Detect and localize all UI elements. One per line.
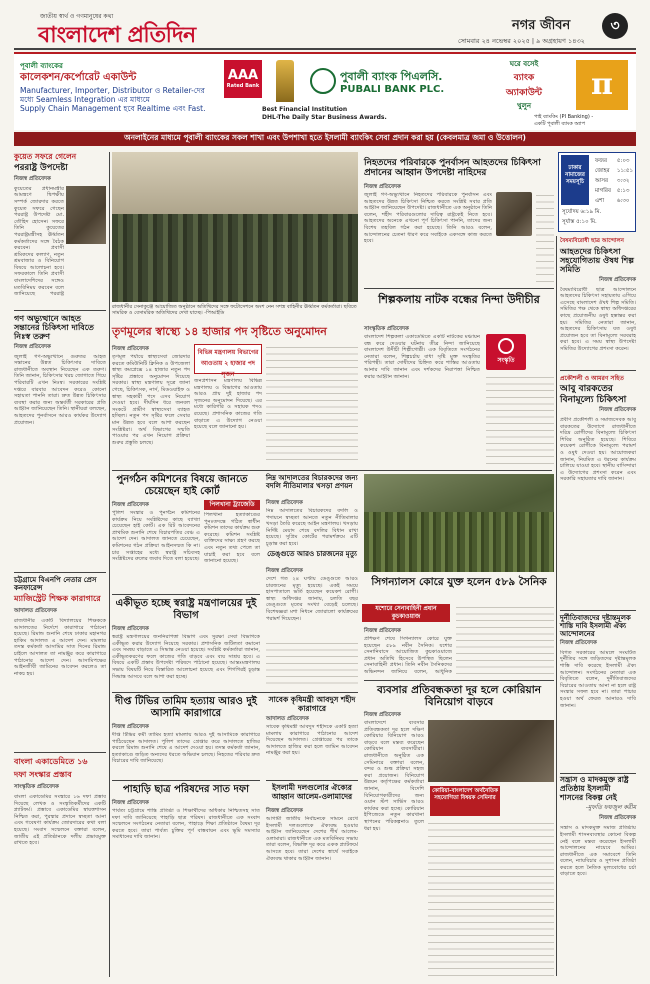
prayer-row — [593, 168, 635, 176]
promo-line-4: খুলুন — [517, 102, 531, 110]
prayer-title: ঢাকার নামাজের সময়সূচি — [561, 155, 589, 205]
sunset-time: সূর্যাস্ত ৫:১০ মি. — [562, 219, 597, 225]
promo-block — [480, 58, 568, 118]
award-line-2: DHL-The Daily Star Business Awards. — [262, 114, 387, 121]
prayer-name: ফজর — [595, 158, 607, 164]
prayer-time: ১১:৫১ — [616, 168, 634, 174]
page-number: ৩ — [602, 13, 628, 39]
ad-line-2: মধ্যে Seamless Integration এর মাধ্যমে — [20, 95, 150, 104]
nimno-text: নিম্ন আদালতের বিচারকদের বদলি ও পদায়নে স্বচ্ছতা আনতে নতুন নীতিমালার খসড়া তৈরি করেছে আইন মন্ত্রণালয়। খসড়ায় নির্দিষ্ট মেয়াদ শেষে বদলির বিধান রাখা হয়েছে। সুপ্রিম কোর্টের পরামর্শক্রমে এটি চূড়ান্ত করা হবে। — [266, 508, 358, 547]
ashraf-kicker: বৈষম্যবিরোধী ছাত্র আন্দোলন — [560, 238, 624, 244]
islami-headline: ইসলামী দলগুলোর ঐক্যের আহ্বান আলেম-ওলামাদের — [271, 783, 353, 801]
dudok-text: বিগত সরকারের আমলে সংঘটিত দুর্নীতির সঙ্গে জড়িতদের দৃষ্টান্তমূলক শাস্তি দাবি করেছে ইসলামী ঐক্য আন্দোলন। সংগঠনের নেতারা এক বিবৃতিতে বলেন, দুর্নীতিবাজদের বিচারের আওতায় আনা না হলে রাষ্ট্র সংস্কার সফল হবে না। তারা পাচার হওয়া অর্থ ফেরত আনারও দাবি জানান। — [560, 649, 636, 709]
prayer-name: মাগরিব — [595, 188, 611, 194]
ad-line-1: Manufacturer, Importer, Distributor ও Retailer-দের — [20, 86, 205, 95]
dudok-headline: শাস্তি দাবি ইসলামী ঐক্য আন্দোলনের — [560, 620, 627, 638]
promo-line-3: অ্যাকাউন্ট — [505, 88, 542, 98]
divider — [266, 780, 358, 781]
pahari-byline: নিজস্ব প্রতিবেদক — [112, 800, 149, 806]
prayer-row — [593, 158, 635, 166]
health-sidebar — [194, 344, 262, 378]
nihoto-text: জুলাই গণ-অভ্যুত্থানে নিহতদের পরিবারকে পুনর্বাসন এবং আহতদের উন্নত চিকিৎসা নিশ্চিত করতে সংশ্লিষ্ট সবার প্রতি আহ্বান জানিয়েছেন উপদেষ্টা। রাজধানীতে এক অনুষ্ঠানে তিনি বলেন, শহীদ পরিবারগুলোর দায়িত্ব রাষ্ট্রকেই নিতে হবে। আহতদের অনেকে এখনো পূর্ণ চিকিৎসা পাননি, তাদের জন্য বিশেষ তহবিল গঠন করা হয়েছে। তিনি আরও বলেন, আন্দোলনের চেতনা ধারণ করে সবাইকে একসঙ্গে কাজ করতে হবে। — [364, 192, 492, 245]
ctg-byline: আদালত প্রতিবেদক — [14, 608, 57, 615]
bangla-byline: সাংস্কৃতিক প্রতিবেদক — [14, 784, 59, 790]
korea-headline: ব্যবসার প্রতিবন্ধকতা দূর হলে কোরিয়ান বিনিয়োগ বাড়বে — [376, 684, 542, 709]
divider — [14, 572, 106, 573]
pilkhana-sidebar-text: পিলখানা হত্যাকাণ্ডের পুনঃতদন্তে গঠিত স্বাধীন কমিশন তাদের কার্যক্রম শুরু করেছে। কমিশন সংশ্লিষ্ট ব্যক্তিদের সাক্ষ্য গ্রহণ করছে এবং নতুন তথ্য পেলে তা যাচাই করা হবে বলে জানানো হয়েছে। — [204, 512, 260, 565]
bangla-headline: দফা সংস্কার প্রস্তাব — [14, 770, 72, 779]
korea-photo — [428, 720, 554, 782]
pahari-headline: পাহাড়ি ছাত্র পরিষদের সাত দফা — [123, 784, 249, 795]
dudok-byline: নিজস্ব প্রতিবেদক — [560, 639, 597, 646]
obit-byline: নিজস্ব প্রতিবেদক — [599, 406, 636, 413]
pubali-name-en: PUBALI BANK PLC. — [340, 84, 445, 95]
dengue-headline: ডেঙ্গুতে আরও চারজনের মৃত্যু — [267, 549, 357, 558]
natok-byline: সাংস্কৃতিক প্রতিবেদক — [364, 326, 409, 332]
lead-photo-caption: রাজধানীর সেনাকুঞ্জে আয়োজিত অনুষ্ঠানে অতিথিদের সঙ্গে ফটোসেশনে অংশ নেন সশস্ত্র বাহিনীর ঊর্ধ্বতন কর্মকর্তারা। ছবিতে সামরিক ও বেসামরিক অতিথিদের দেখা যাচ্ছে। -পিআইডি — [112, 304, 357, 317]
kuwait-byline: নিজস্ব প্রতিবেদক — [14, 175, 51, 182]
health-text-cont — [266, 344, 358, 466]
signal-text-cont — [456, 604, 554, 676]
dudok-kicker: দুর্নীতিবাজদের দৃষ্টান্তমূলক — [560, 612, 631, 622]
lead-photo — [112, 152, 358, 302]
ad-line-3: Supply Chain Management হবে Realtime এবং Fast. — [20, 104, 206, 113]
ad-top-small: পূবালী ব্যাংকের — [20, 62, 63, 70]
punorgothon-text: পুলিশ সংস্কার ও পুনর্গঠন কমিশনের কার্যক্রম নিয়ে সংশ্লিষ্টদের কাছে ব্যাখ্যা চেয়েছেন হাই কোর্ট। এক রিট আবেদনের প্রাথমিক শুনানি শেষে বিচারপতির বেঞ্চ এ আদেশ দেন। আদালত জানতে চেয়েছেন, কমিশনের গঠন প্রক্রিয়া আইনসম্মত কি না। চার সপ্তাহের মধ্যে স্বরাষ্ট্র সচিবসহ সংশ্লিষ্টদের রুলের জবাব দিতে বলা হয়েছে। — [112, 510, 200, 563]
prayer-time: ৬:৩০ — [616, 198, 630, 204]
kuwait-photo — [66, 186, 106, 244]
masthead-divider — [14, 48, 636, 50]
signal-text: প্রশিক্ষণ শেষে সিগন্যালস কোরে যুক্ত হয়েছেন ৫৮৯ নবীন সৈনিক। যশোর সেনানিবাসে আয়োজিত কুচকাওয়াজে প্রধান অতিথি হিসেবে উপস্থিত ছিলেন সেনাবাহিনী প্রধান। তিনি নবীন সৈনিকদের অভিনন্দন জানিয়ে বলেন, আধুনিক — [364, 636, 452, 675]
column-divider — [556, 236, 557, 976]
pi-logo-icon: π — [576, 60, 628, 110]
divider — [14, 310, 106, 311]
ashraf-headline: আহতদের চিকিৎসা সহযোগিতায় ঔষধ শিল্প সমিতি — [560, 246, 634, 275]
kuwait-kicker: কুয়েত সফরে গেলেন — [14, 152, 77, 161]
ctg-kicker: ম্যাজিস্ট্রেট শিক্ষক কারাগারে — [14, 594, 101, 604]
sunrise-time: সূর্যোদয় ৬:১৯ মি. — [562, 209, 602, 215]
sanskriti-logo-label: সংস্কৃতি — [497, 357, 515, 364]
quote-text: সন্ত্রাস ও মাদকমুক্ত সমাজ প্রতিষ্ঠায় ইসলামী শাসনব্যবস্থার কোনো বিকল্প নেই বলে মন্তব্য করেছেন ইসলামী আন্দোলনের নায়েবে আমির। রাজধানীতে এক সমাবেশে তিনি বলেন, ন্যায়বিচার ও সুশাসন প্রতিষ্ঠা করতে হলে নৈতিক মূল্যবোধের চর্চা বাড়াতে হবে। — [560, 825, 636, 878]
promo-line-1: ঘরে বসেই — [509, 60, 539, 68]
divider — [560, 370, 636, 371]
award-trophy-icon — [276, 60, 294, 102]
sanskriti-logo — [486, 334, 526, 370]
pubali-logo-icon — [310, 68, 336, 94]
aaa-rating-small: Rated Bank — [226, 83, 260, 89]
korea-byline: নিজস্ব প্রতিবেদক — [364, 712, 401, 718]
ekibhuto-headline: একীভূত হচ্ছে স্বরাষ্ট্র মন্ত্রণালয়ের দুই বিভাগ — [115, 598, 257, 621]
pubali-name-bn: পুবালী ব্যাংক পিএলসি. — [340, 70, 443, 83]
nihoto-portrait — [496, 192, 532, 236]
nimno-byline: নিজস্ব প্রতিবেদক — [266, 500, 303, 506]
quote-byline: নিজস্ব প্রতিবেদক — [599, 815, 636, 822]
korea-text-cont — [428, 820, 554, 980]
gonoodhikar-text: জুলাই গণ-অভ্যুত্থানে গুরুতর আহত সন্তানের উন্নত চিকিৎসার দাবিতে রাজধানীতে অবস্থান নিয়েছেন এক তরুণ। তিনি জানান, চিকিৎসার খরচ জোগাতে গিয়ে পরিবারটি এখন নিঃস্ব। সরকারের সংশ্লিষ্ট দপ্তরে বারবার আবেদন করেও কোনো সহায়তা পাননি তারা। দ্রুত উন্নত চিকিৎসার ব্যবস্থা করার জন্য অন্তর্বর্তী সরকারের প্রতি আহ্বান জানিয়েছেন তিনি। স্থানীয়রা বলছেন, আহতদের পুনর্বাসনে আরও কার্যকর উদ্যোগ প্রয়োজন। — [14, 353, 106, 426]
promo-line-2: ব্যাংক — [513, 73, 535, 83]
column-left — [14, 152, 106, 982]
sabek-byline: আদালত প্রতিবেদক — [266, 716, 309, 722]
natok-headline: শিল্পকলায় নাটক বন্ধের নিন্দা উদীচীর — [378, 293, 540, 306]
dengue-byline: নিজস্ব প্রতিবেদক — [266, 568, 303, 574]
column-divider — [109, 152, 110, 977]
ad-top-title: কালেকশন/কর্পোরেট একাউন্ট — [20, 72, 137, 83]
pilkhana-sidebar-title: পিলখানা ট্র্যাজেডি — [204, 500, 260, 510]
ctg-text: রাজধানীর একটি বিদ্যালয়ের শিক্ষককে আদালতের নির্দেশে কারাগারে পাঠানো হয়েছে। রিমান্ড শুনানি শেষে ঢাকার মহানগর হাকিম আদালত এ আদেশ দেন। মামলার তদন্ত কর্মকর্তা আসামির সাত দিনের রিমান্ড চাইলে আদালত তা নামঞ্জুর করে কারাগারে পাঠানোর আদেশ দেন। আসামিপক্ষের আইনজীবী জামিনের আবেদন করলেও তা নাকচ হয়। — [14, 618, 106, 677]
masthead — [14, 8, 636, 48]
photo-group — [112, 214, 358, 302]
signal-byline: নিজস্ব প্রতিবেদক — [364, 628, 401, 634]
prayer-name: আসর — [595, 178, 609, 184]
ctg-story — [14, 576, 106, 758]
ekibhuto-byline: নিজস্ব প্রতিবেদক — [112, 626, 149, 632]
prayer-time: ৩:৩২ — [616, 178, 630, 184]
ashraf-byline: নিজস্ব প্রতিবেদক — [599, 276, 636, 283]
ekibhuto-text-cont — [266, 640, 358, 688]
divider — [364, 680, 554, 681]
dengue-text: দেশে গত ২৪ ঘণ্টায় ডেঙ্গুতে আরও চারজনের মৃত্যু হয়েছে। একই সময়ে হাসপাতালে ভর্তি হয়েছেন কয়েকশ রোগী। স্বাস্থ্য অধিদপ্তর জানায়, চলতি বছর ডেঙ্গুতে মৃতের সংখ্যা বেড়েই চলেছে। বিশেষজ্ঞরা মশা নিধনে জোরালো কার্যক্রমের পরামর্শ দিয়েছেন। — [266, 576, 358, 622]
natok-text-cont — [486, 374, 554, 466]
prayer-name: জোহর — [595, 168, 610, 174]
aaa-rating-badge — [224, 60, 262, 98]
photo-building — [112, 152, 358, 222]
obit-headline: আবু বারকতের বিনামূল্যে চিকিৎসা — [560, 384, 627, 405]
sabek-text: সাবেক কৃষিমন্ত্রী আবদুস শহীদকে একটি হত্যা মামলায় কারাগারে পাঠানোর আদেশ দিয়েছেন আদালত। গ্রেপ্তারের পর তাকে আদালতে হাজির করা হলে জামিন আবেদন নামঞ্জুর করা হয়। — [266, 724, 358, 757]
obit-kicker: প্রকৌশলী ও আমরণ সহিত — [560, 375, 624, 383]
gonoodhikar-story — [14, 314, 106, 554]
health-headline: তৃণমূলের স্বাস্থ্যে ১৪ হাজার পদ সৃষ্টিতে অনুমোদন — [112, 325, 327, 338]
bangla-text: বাংলা একাডেমির সংস্কারে ১৬ দফা প্রস্তাব দিয়েছে লেখক ও সংস্কৃতিকর্মীদের একটি প্ল্যাটফর্ম। প্রস্তাবে একাডেমির স্বায়ত্তশাসন নিশ্চিত করা, পুরস্কার প্রদানে স্বচ্ছতা আনা এবং গবেষণা কার্যক্রম জোরদারের কথা বলা হয়েছে। সংবাদ সম্মেলনে বক্তারা বলেন, জাতীয় এই প্রতিষ্ঠানকে দলীয় প্রভাবমুক্ত রাখতে হবে। — [14, 794, 106, 847]
sanskriti-logo-icon — [498, 338, 514, 354]
divider — [112, 470, 552, 471]
sabek-headline: সাবেক কৃষিমন্ত্রী আবদুস শহীদ কারাগারে — [268, 695, 356, 713]
nihoto-headline: নিহতদের পরিবারকে পুনর্বাসন আহতদের চিকিৎসা প্রদানের আহ্বান উপদেষ্টা নাহিদের — [364, 158, 541, 179]
bangla-academy-story — [14, 756, 106, 984]
section-title: নগর জীবন — [512, 18, 571, 33]
ad-banner: অনলাইনের মাধ্যমে পূবালী ব্যাংকের সকল শাখা এবং উপশাখা হতে ইসলামী ব্যাংকিং সেবা প্রদান করা হয় (কেবলমাত্র জমা ও উত্তোলন) — [14, 132, 636, 146]
health-sidebar-title: বিভিন্ন মন্ত্রণালয় বিভাগের আওতায় ২ হাজার পদ সৃজন — [197, 349, 259, 378]
islami-text: আগামী জাতীয় নির্বাচনকে সামনে রেখে ইসলামী দলগুলোকে ঐক্যবদ্ধ হওয়ার আহ্বান জানিয়েছেন দেশের শীর্ষ আলেম-ওলামারা। রাজধানীতে এক মতবিনিময় সভায় তারা বলেন, বিভক্তি দূর করে একক প্ল্যাটফর্মে আসতে হবে। তারা দেশের স্বার্থে সবাইকে ঐক্যবদ্ধ থাকার আহ্বান জানান। — [266, 816, 358, 862]
korea-text: বাংলাদেশে ব্যবসার প্রতিবন্ধকতা দূর হলে দক্ষিণ কোরিয়ার বিনিয়োগ আরও বাড়বে বলে মন্তব্য করেছেন কোরিয়ান ব্যবসায়ীরা। রাজধানীতে অনুষ্ঠিত এক সেমিনারে বক্তারা বলেন, বন্দর ও শুল্ক প্রক্রিয়া সহজ করা প্রয়োজন। বিনিয়োগ উন্নয়ন কর্তৃপক্ষের কর্মকর্তারা জানান, বিদেশি বিনিয়োগকারীদের জন্য ওয়ান স্টপ সার্ভিস আরও কার্যকর করা হচ্ছে। কোরিয়ান ইপিজেডে নতুন কারখানা স্থাপনের পরিকল্পনাও তুলে ধরা হয়। — [364, 720, 424, 832]
divider — [112, 692, 358, 693]
dateline: সোমবার ২৪ নভেম্বর ২০২৫ | ৯ অগ্রহায়ণ ১৪৩২ — [458, 37, 585, 45]
masthead-tagline: জাতীয় স্বার্থ ও গণমানুষের কথা — [40, 13, 114, 20]
nimno-headline: নিম্ন আদালতের বিচারকদের জন্য বদলি নীতিমালার খসড়া প্রণয়ন — [266, 473, 358, 491]
dipto-byline: নিজস্ব প্রতিবেদক — [112, 724, 149, 730]
korea-badge: কোরিয়া-বাংলাদেশ অর্থনৈতিক সহযোগিতা বিষয়ক সেমিনার — [430, 786, 500, 816]
prayer-times-box — [558, 152, 636, 232]
islami-byline: নিজস্ব প্রতিবেদক — [266, 808, 303, 814]
divider — [364, 288, 554, 289]
pi-brand-line-2: একটি পূবালী ব্যাংক অ্যাপ — [534, 121, 585, 127]
kuwait-headline: পররাষ্ট্র উপদেষ্টা — [14, 163, 68, 173]
prayer-name: এশা — [595, 198, 605, 204]
punorgothon-headline: পুনর্গঠন কমিশনের বিষয়ে জানতে চেয়েছেন হাই কোর্ট — [116, 474, 248, 497]
prayer-row — [593, 198, 635, 206]
signal-sidebar: যশোরে সেনাবাহিনী প্রধান কুচকাওয়াজ — [362, 604, 450, 622]
natok-text: বাংলাদেশ শিল্পকলা একাডেমিতে একটি নাটকের মঞ্চায়ন বন্ধ করে দেওয়ার ঘটনায় তীব্র নিন্দা জানিয়েছে বাংলাদেশ উদীচী শিল্পীগোষ্ঠী। এক বিবৃতিতে সংগঠনের নেতারা বলেন, শিল্পচর্চায় বাধা সৃষ্টি মুক্ত সংস্কৃতির পরিপন্থী। তারা দোষীদের চিহ্নিত করে শাস্তির আওতায় আনার দাবি জানান এবং দর্শকদের নিরাপত্তা নিশ্চিত করার আহ্বান জানান। — [364, 334, 480, 380]
divider — [560, 610, 636, 611]
kuwait-text: কুয়েতের প্রধানমন্ত্রীর আমন্ত্রণে দ্বিপক্ষীয় সম্পর্ক জোরদার করতে কুয়েত সফরে গেছেন পররাষ্ট্র উপদেষ্টা মো. তৌহিদ হোসেন। সফরে তিনি কুয়েতের পররাষ্ট্রমন্ত্রীসহ ঊর্ধ্বতন কর্মকর্তাদের সঙ্গে বৈঠক করবেন। প্রবাসী শ্রমিকদের কল্যাণ, নতুন শ্রমবাজার ও বিনিয়োগ বিষয়ে আলোচনা হবে। সফরকালে তিনি প্রবাসী বাংলাদেশিদের সঙ্গেও মতবিনিময় করবেন বলে জানিয়েছে পররাষ্ট্র — [14, 185, 64, 296]
pahari-text: পার্বত্য চট্টগ্রামে শান্তি প্রতিষ্ঠা ও শিক্ষার্থীদের অধিকার নিশ্চিতসহ সাত দফা দাবি জানিয়েছে পাহাড়ি ছাত্র পরিষদ। রাজধানীতে এক সংবাদ সম্মেলনে সংগঠনের নেতারা বলেন, পাহাড়ে শিক্ষা প্রতিষ্ঠানে বৈষম্য দূর করতে হবে। তারা পার্বত্য চুক্তির পূর্ণ বাস্তবায়ন এবং ভূমি সমস্যার সমাধানের দাবি জানান। — [112, 808, 260, 841]
quote-headline: সন্ত্রাস ও মাদকমুক্ত রাষ্ট্র প্রতিষ্ঠায় ইসলামী শাসনের বিকল্প নেই — [560, 775, 629, 802]
divider — [112, 594, 260, 595]
pi-brand-line-1: পাই ব্যাংকিং (PI Banking) - — [534, 114, 594, 120]
ctg-headline: চট্টগ্রামে বিএনপি নেতার প্রেস কনফারেন্স — [14, 575, 97, 593]
signal-headline: সিগন্যালস কোরে যুক্ত হলেন ৫৮৯ সৈনিক — [371, 576, 547, 588]
divider — [14, 752, 106, 753]
health-text: তৃণমূল পর্যায়ে স্বাস্থ্যসেবা জোরদার করতে কমিউনিটি ক্লিনিক ও উপজেলা স্বাস্থ্য কমপ্লেক্সে ১৪ হাজার নতুন পদ সৃষ্টির প্রস্তাবে অনুমোদন দিয়েছে সরকার। স্বাস্থ্য মন্ত্রণালয় সূত্রে জানা গেছে, চিকিৎসক, নার্স, মিডওয়াইফ ও স্বাস্থ্য সহকারী পদে এসব নিয়োগ দেওয়া হবে। দীর্ঘদিন ধরে জনবল সংকটে গ্রামীণ স্বাস্থ্যসেবা ব্যাহত হচ্ছিল। নতুন পদ সৃষ্টির ফলে সেবার মান উন্নত হবে বলে আশা করছেন সংশ্লিষ্টরা। অর্থ বিভাগের সম্মতি পাওয়ার পর এখন নিয়োগ প্রক্রিয়া শুরুর প্রস্তুতি চলছে। — [112, 354, 190, 446]
obit-text: প্রবীণ প্রকৌশলী ও সমাজসেবক আবু বারকতের উদ্যোগে রাজধানীতে দরিদ্র রোগীদের বিনামূল্যে চিকিৎসা শিবির অনুষ্ঠিত হয়েছে। শিবিরে কয়েকশ রোগীকে বিনামূল্যে পরামর্শ ও ওষুধ দেওয়া হয়। আয়োজকরা জানান, নিয়মিত এ ধরনের কার্যক্রম চালিয়ে যাওয়া হবে। স্থানীয় বাসিন্দারা এ উদ্যোগের প্রশংসা করেন এবং সরকারি সহায়তার দাবি জানান। — [560, 416, 636, 483]
health-sidebar-text: জনপ্রশাসন মন্ত্রণালয় বিভিন্ন মন্ত্রণালয় ও বিভাগের আওতায় আরও প্রায় দুই হাজার পদ সৃজনের অনুমোদন দিয়েছে। এর মধ্যে কারিগরি ও সহায়ক পদও রয়েছে। প্রশাসনিক কাজের গতি বাড়াতে এ উদ্যোগ নেওয়া হয়েছে বলে জানানো হয়। — [194, 378, 262, 431]
quote-author: -মুফতি ফয়জুল করীম — [585, 804, 636, 812]
nihoto-byline: নিজস্ব প্রতিবেদক — [364, 184, 401, 190]
column-right — [560, 238, 636, 982]
ashraf-text: বৈষম্যবিরোধী ছাত্র আন্দোলনে আহতদের চিকিৎসা সহায়তায় এগিয়ে এসেছে বাংলাদেশ ঔষধ শিল্প সমিতি। সমিতির পক্ষ থেকে স্বাস্থ্য অধিদপ্তরের কাছে প্রয়োজনীয় ওষুধ হস্তান্তর করা হয়। সমিতির নেতারা জানান, আহতদের চিকিৎসায় যত ওষুধ প্রয়োজন হবে তা বিনামূল্যে সরবরাহ করা হবে। এ সময় স্বাস্থ্য উপদেষ্টা সমিতির উদ্যোগের প্রশংসা করেন। — [560, 286, 636, 352]
prayer-time: ৫:১৩ — [616, 188, 630, 194]
aaa-rating-big: AAA — [227, 68, 259, 83]
gonoodhikar-byline: নিজস্ব প্রতিবেদক — [14, 343, 51, 350]
nihoto-text-cont — [536, 192, 554, 284]
health-byline: নিজস্ব প্রতিবেদক — [112, 346, 149, 352]
divider — [112, 780, 260, 781]
award-line-1: Best Financial Institution — [262, 106, 348, 113]
ekibhuto-text: স্বরাষ্ট্র মন্ত্রণালয়ের জননিরাপত্তা বিভাগ এবং সুরক্ষা সেবা বিভাগকে একীভূত করার উদ্যোগ নিয়েছে সরকার। প্রশাসনিক জটিলতা কমানো এবং সমন্বয় বাড়াতে এ সিদ্ধান্ত নেওয়া হয়েছে। সংশ্লিষ্ট কর্মকর্তারা জানান, একীভূতকরণের ফলে কাজের গতি বাড়বে এবং ব্যয় সাশ্রয় হবে। এ বিষয়ে একটি প্রস্তাব উপদেষ্টা পরিষদে পাঠানো হয়েছে। আন্তঃমন্ত্রণালয় সভায় বিষয়টি নিয়ে বিস্তারিত আলোচনা হয়েছে এবং শিগগিরই চূড়ান্ত সিদ্ধান্ত আসবে বলে আশা করা হচ্ছে। — [112, 634, 260, 680]
prayer-time: ৫:০৩ — [616, 158, 630, 164]
pubali-advertisement — [14, 52, 636, 130]
punorgothon-byline: নিজস্ব প্রতিবেদক — [112, 502, 149, 508]
dipto-text: দীপ্ত টিভির কর্মী তামিম হত্যা মামলায় আরও দুই আসামিকে কারাগারে পাঠিয়েছেন আদালত। পুলিশ তাদের গ্রেপ্তার করে আদালতে হাজির করলে রিমান্ড শুনানি শেষে এ আদেশ দেওয়া হয়। তদন্ত কর্মকর্তা জানান, হত্যাকাণ্ডে জড়িত অন্যদের ধরতে অভিযান চলছে। নিহতের পরিবার দ্রুত বিচারের দাবি জানিয়েছে। — [112, 732, 260, 765]
prayer-row — [593, 178, 635, 186]
signal-photo — [364, 474, 554, 572]
masthead-logo: বাংলাদেশ প্রতিদিন — [38, 22, 196, 48]
divider — [560, 773, 636, 774]
bangla-kicker: বাংলা একাডেমিতে ১৬ — [14, 757, 88, 766]
signal-photo-soldiers — [364, 512, 554, 572]
gonoodhikar-headline: গণ অভ্যুত্থানে আহত সন্তানের চিকিৎসা দাবিতে নিঃস্ব তরুণ — [14, 313, 94, 342]
prayer-table — [591, 156, 637, 208]
prayer-row — [593, 188, 635, 196]
dipto-headline: দীপ্ত টিভির তামিম হত্যায় আরও দুই আসামি কারাগারে — [115, 696, 257, 719]
